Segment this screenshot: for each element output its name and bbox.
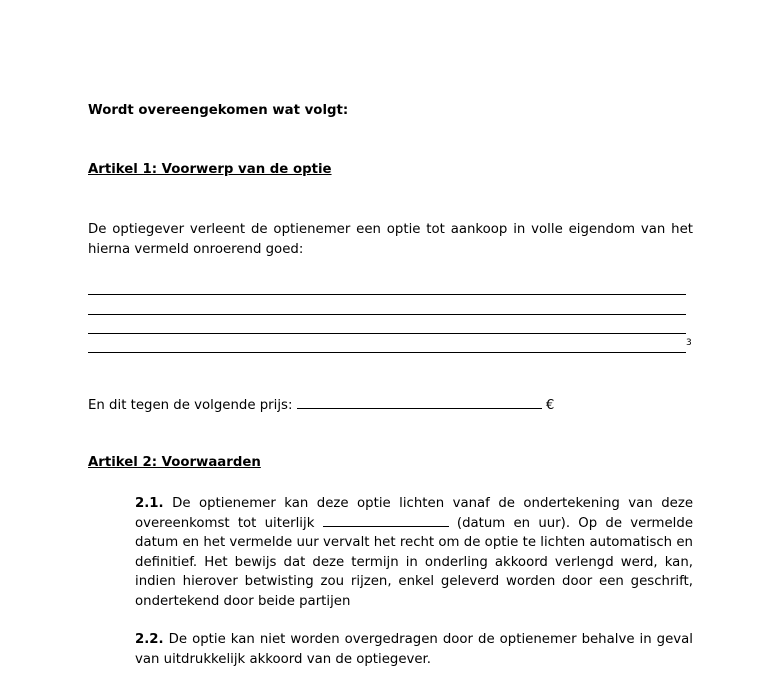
clause-2-1-text-b: (datum en uur). Op de vermelde datum en het vermelde uur vervalt het recht om de optie te lichten automatisch en definitief. Het bewijs dat deze termijn in onderling akkoord verlengd werd, kan, indien hierover betwisting zou rijzen, enkel geleverd worden door een geschrift, ondertekend door beide partijen (135, 515, 693, 609)
intro-heading: Wordt overeengekomen wat volgt: (88, 103, 349, 118)
blank-line-2 (88, 314, 686, 315)
deadline-blank (323, 514, 449, 527)
article-1-text: De optiegever verleent de optienemer een optie tot aankoop in volle eigendom van het hierna vermeld onroerend goed: (88, 222, 693, 257)
clause-2-2-text: De optie kan niet worden overgedragen door de optienemer behalve in geval van uitdrukkelijk akkoord van de optiegever. (135, 632, 694, 667)
price-label: En dit tegen de volgende prijs: (88, 398, 293, 413)
clause-2-1-number: 2.1. (135, 496, 164, 511)
blank-line-1 (88, 294, 686, 295)
price-blank (297, 396, 542, 409)
price-row (88, 396, 554, 413)
clause-2-1-text-a: De optienemer kan deze optie lichten vanaf de ondertekening van deze overeenkomst tot uiterlijk (135, 496, 693, 531)
blank-line-3 (88, 333, 686, 334)
clause-2-2-number: 2.2. (135, 632, 164, 647)
currency-symbol: € (545, 398, 555, 413)
article-1-heading: Artikel 1: Voorwerp van de optie (88, 162, 332, 177)
footnote-marker: 3 (686, 338, 692, 348)
article-2-heading: Artikel 2: Voorwaarden (88, 455, 261, 470)
blank-line-4 (88, 352, 686, 353)
clause-2-2 (135, 630, 693, 669)
clause-2-1 (135, 494, 693, 611)
